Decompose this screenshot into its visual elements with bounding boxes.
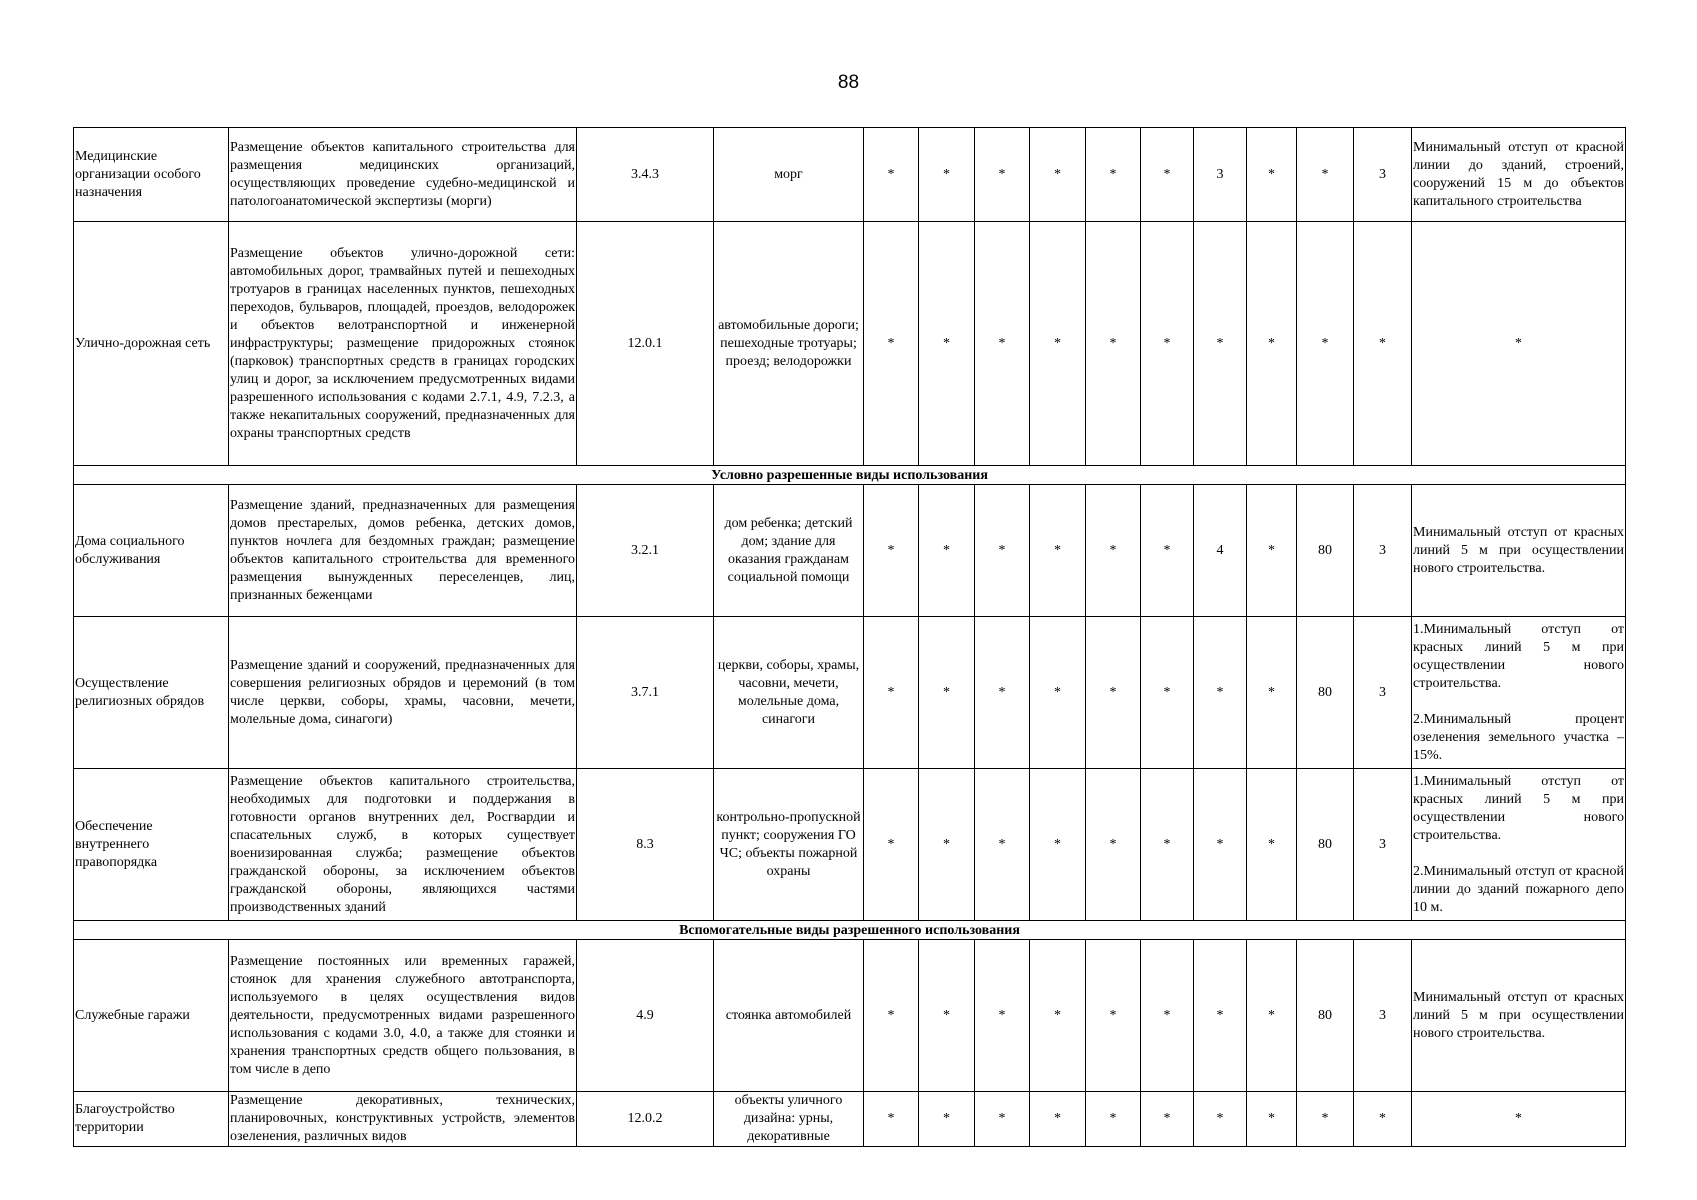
use-type-code: 12.0.1 [577,222,714,466]
use-type-description: Размещение объектов капитального строительства для размещения медицинских организаций, осуществляющих проведение судебно-медицинской и патологоанатомической экспертизы (морги) [229,128,577,222]
restrictions-note [1412,222,1626,466]
parameter-cell: * [975,617,1030,769]
parameter-cell: * [1141,485,1194,617]
use-type-code: 3.7.1 [577,617,714,769]
use-type-name: Медицинские организации особого назначения [74,128,229,222]
section-header-row [74,921,1626,940]
parameter-cell: * [1030,1092,1086,1147]
parameter-cell: * [1141,769,1194,921]
parameter-cell: 4 [1194,485,1247,617]
parameter-cell: 3 [1194,128,1247,222]
restrictions-note [1412,128,1626,222]
parameter-cell: * [1354,1092,1412,1147]
parameter-cell: * [1247,128,1297,222]
parameter-cell: * [864,940,919,1092]
land-use-table [73,127,1626,1147]
use-type-name: Осуществление религиозных обрядов [74,617,229,769]
parameter-cell: * [1086,940,1141,1092]
parameter-cell: * [1030,769,1086,921]
parameter-cell: * [1247,940,1297,1092]
parameter-cell: * [1247,485,1297,617]
parameter-cell: * [919,1092,975,1147]
restriction-line: Минимальный отступ от красных линий 5 м при осуществлении нового строительства. [1413,524,1624,576]
parameter-cell: 3 [1354,940,1412,1092]
parameter-cell: * [975,1092,1030,1147]
restriction-line: Минимальный отступ от красной линии до зданий, строений, сооружений 15 м до объектов капитального строительства [1413,139,1624,209]
parameter-cell: * [1141,940,1194,1092]
parameter-cell: * [975,128,1030,222]
parameter-cell: * [1194,769,1247,921]
parameter-cell: * [1354,222,1412,466]
parameter-cell: * [1086,485,1141,617]
table-body [74,128,1626,1147]
parameter-cell: * [864,617,919,769]
use-type-description: Размещение зданий, предназначенных для размещения домов престарелых, домов ребенка, детских домов, пунктов ночлега для бездомных граждан; размещение объектов капитального строительства для временного размещения вынужденных переселенцев, лиц, признанных беженцами [229,485,577,617]
restriction-line: 2.Минимальный отступ от красной линии до зданий пожарного депо 10 м. [1413,863,1624,915]
section-title: Условно разрешенные виды использования [74,466,1626,485]
parameter-cell: * [1247,1092,1297,1147]
parameter-cell: 3 [1354,128,1412,222]
restrictions-note [1412,485,1626,617]
restrictions-note [1412,940,1626,1092]
parameter-cell: * [919,769,975,921]
parameter-cell: * [1030,485,1086,617]
parameter-cell: * [864,128,919,222]
parameter-cell: * [1247,769,1297,921]
table-row [74,617,1626,769]
parameter-cell: * [864,485,919,617]
parameter-cell: * [1297,1092,1354,1147]
parameter-cell: * [919,485,975,617]
parameter-cell: 80 [1297,617,1354,769]
use-type-code: 3.2.1 [577,485,714,617]
use-type-description: Размещение постоянных или временных гаражей, стоянок для хранения служебного автотранспорта, используемого в целях осуществления видов деятельности, предусмотренных видами разрешенного использования с кодами 3.0, 4.0, а также для стоянки и хранения транспортных средств общего пользования, в том числе в депо [229,940,577,1092]
permitted-objects: церкви, соборы, храмы, часовни, мечети, молельные дома, синагоги [714,617,864,769]
parameter-cell: * [1086,1092,1141,1147]
permitted-objects: объекты уличного дизайна: урны, декоративные [714,1092,864,1147]
restrictions-note [1412,1092,1626,1147]
parameter-cell: * [1086,617,1141,769]
parameter-cell: 80 [1297,940,1354,1092]
parameter-cell: * [1141,222,1194,466]
parameter-cell: * [1194,617,1247,769]
parameter-cell: * [1194,1092,1247,1147]
parameter-cell: * [975,222,1030,466]
parameter-cell: * [1086,222,1141,466]
use-type-description: Размещение зданий и сооружений, предназначенных для совершения религиозных обрядов и церемоний (в том числе церкви, соборы, храмы, часовни, мечети, молельные дома, синагоги) [229,617,577,769]
permitted-objects: контрольно-пропускной пункт; сооружения ГО ЧС; объекты пожарной охраны [714,769,864,921]
parameter-cell: * [919,222,975,466]
parameter-cell: * [1086,769,1141,921]
permitted-objects: стоянка автомобилей [714,940,864,1092]
parameter-cell: * [864,769,919,921]
parameter-cell: * [1030,617,1086,769]
use-type-name: Благоустройство территории [74,1092,229,1147]
section-header-row [74,466,1626,485]
parameter-cell: 3 [1354,769,1412,921]
restriction-line: * [1515,1111,1522,1126]
table-row [74,940,1626,1092]
use-type-code: 12.0.2 [577,1092,714,1147]
parameter-cell: 80 [1297,485,1354,617]
page-number: 88 [837,72,860,93]
use-type-code: 3.4.3 [577,128,714,222]
parameter-cell: * [975,940,1030,1092]
use-type-name: Служебные гаражи [74,940,229,1092]
use-type-name: Обеспечение внутреннего правопорядка [74,769,229,921]
table-row [74,485,1626,617]
use-type-description: Размещение декоративных, технических, планировочных, конструктивных устройств, элементов озеленения, различных видов [229,1092,577,1147]
table-row [74,769,1626,921]
restriction-line: 1.Минимальный отступ от красных линий 5 м при осуществлении нового строительства. [1413,773,1624,843]
restriction-line: Минимальный отступ от красных линий 5 м при осуществлении нового строительства. [1413,989,1624,1041]
parameter-cell: * [1030,940,1086,1092]
parameter-cell: * [975,485,1030,617]
permitted-objects: морг [714,128,864,222]
use-type-description: Размещение объектов капитального строительства, необходимых для подготовки и поддержания в готовности органов внутренних дел, Росгвардии и спасательных служб, в которых существует военизированная служба; размещение объектов гражданской обороны, за исключением объектов гражданской обороны, являющихся частями производственных зданий [229,769,577,921]
parameter-cell: * [919,128,975,222]
parameter-cell: * [1297,222,1354,466]
parameter-cell: * [864,1092,919,1147]
table-row [74,128,1626,222]
parameter-cell: * [1141,128,1194,222]
use-type-name: Улично-дорожная сеть [74,222,229,466]
table-row [74,1092,1626,1147]
restriction-line: 2.Минимальный процент озеленения земельного участка – 15%. [1413,711,1624,763]
permitted-objects: автомобильные дороги; пешеходные тротуары; проезд; велодорожки [714,222,864,466]
parameter-cell: * [975,769,1030,921]
parameter-cell: * [1030,222,1086,466]
use-type-name: Дома социального обслуживания [74,485,229,617]
parameter-cell: * [1141,1092,1194,1147]
parameter-cell: * [1194,940,1247,1092]
table-row [74,222,1626,466]
restriction-line: 1.Минимальный отступ от красных линий 5 м при осуществлении нового строительства. [1413,621,1624,691]
parameter-cell: * [919,940,975,1092]
parameter-cell: * [1194,222,1247,466]
parameter-cell: * [1297,128,1354,222]
parameter-cell: * [919,617,975,769]
restrictions-note [1412,617,1626,769]
permitted-objects: дом ребенка; детский дом; здание для оказания гражданам социальной помощи [714,485,864,617]
use-type-code: 4.9 [577,940,714,1092]
parameter-cell: 80 [1297,769,1354,921]
parameter-cell: * [1030,128,1086,222]
parameter-cell: * [1141,617,1194,769]
parameter-cell: * [864,222,919,466]
parameter-cell: 3 [1354,485,1412,617]
parameter-cell: 3 [1354,617,1412,769]
section-title: Вспомогательные виды разрешенного использования [74,921,1626,940]
parameter-cell: * [1086,128,1141,222]
use-type-description: Размещение объектов улично-дорожной сети: автомобильных дорог, трамвайных путей и пешеходных тротуаров в границах населенных пунктов, пешеходных переходов, бульваров, площадей, проездов, велодорожек и объектов велотранспортной и инженерной инфраструктуры; размещение придорожных стоянок (парковок) транспортных средств в границах городских улиц и дорог, за исключением предусмотренных видами разрешенного использования с кодами 2.7.1, 4.9, 7.2.3, а также некапитальных сооружений, предназначенных для охраны транспортных средств [229,222,577,466]
parameter-cell: * [1247,222,1297,466]
restriction-line: * [1515,335,1522,351]
restrictions-note [1412,769,1626,921]
use-type-code: 8.3 [577,769,714,921]
parameter-cell: * [1247,617,1297,769]
